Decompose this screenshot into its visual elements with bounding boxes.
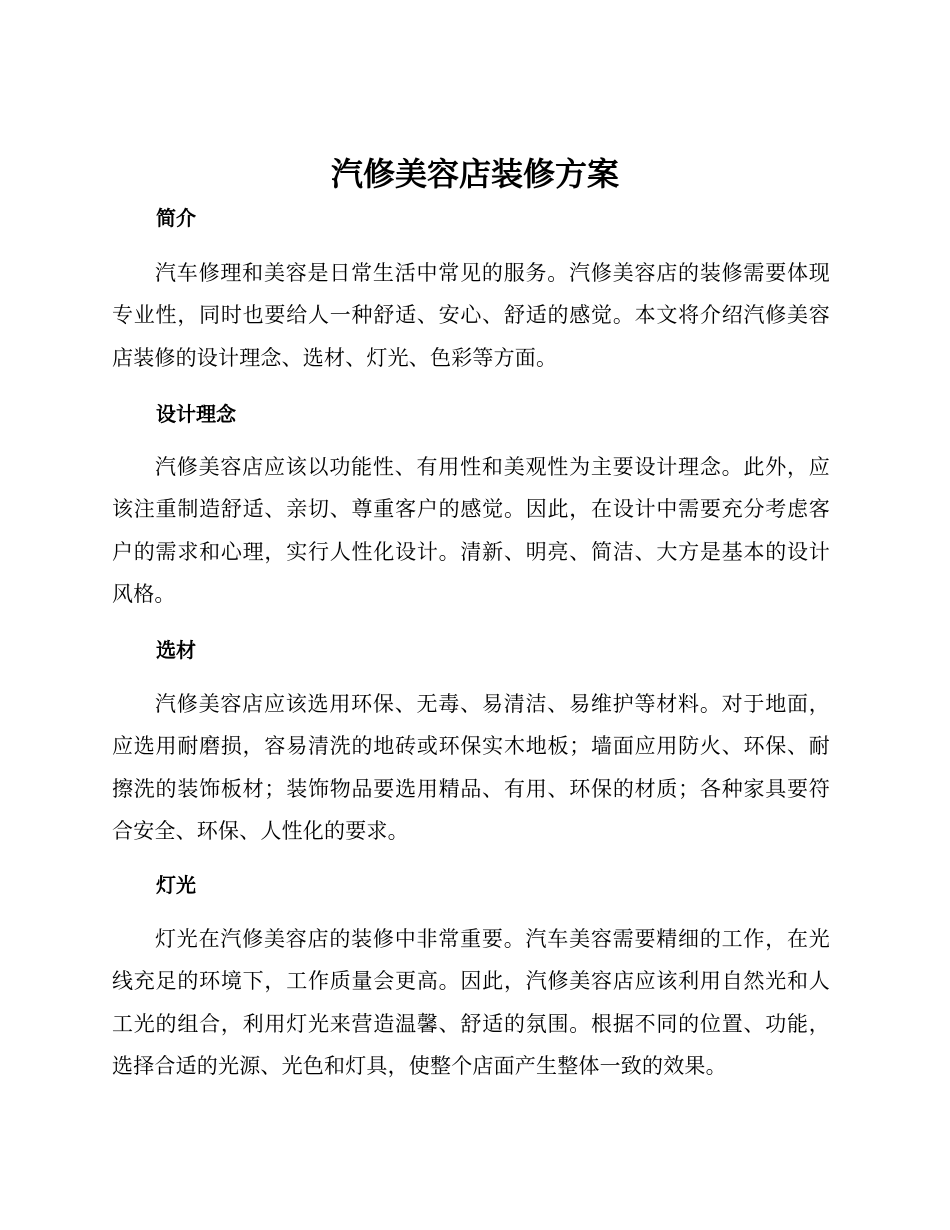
- section-body-lighting: 灯光在汽修美容店的装修中非常重要。汽车美容需要精细的工作，在光线充足的环境下，工作质量会更高。因此，汽修美容店应该利用自然光和人工光的组合，利用灯光来营造温馨、舒适的氛围。根据不同的位置、功能，选择合适的光源、光色和灯具，使整个店面产生整体一致的效果。: [112, 927, 830, 1079]
- section-body-materials: 汽修美容店应该选用环保、无毒、易清洁、易维护等材料。对于地面，应选用耐磨损，容易清洗的地砖或环保实木地板；墙面应用防火、环保、耐擦洗的装饰板材；装饰物品要选用精品、有用、环保的材质；各种家具要符合安全、环保、人性化的要求。: [112, 692, 830, 844]
- section-heading-materials: 选材: [156, 638, 196, 662]
- document-title: 汽修美容店装修方案: [330, 155, 619, 193]
- section-heading-intro: 简介: [156, 206, 196, 230]
- section-heading-design-concept: 设计理念: [156, 402, 236, 426]
- section-body-intro: 汽车修理和美容是日常生活中常见的服务。汽修美容店的装修需要体现专业性，同时也要给人一种舒适、安心、舒适的感觉。本文将介绍汽修美容店装修的设计理念、选材、灯光、色彩等方面。: [112, 261, 830, 370]
- section-body-design-concept: 汽修美容店应该以功能性、有用性和美观性为主要设计理念。此外，应该注重制造舒适、亲切、尊重客户的感觉。因此，在设计中需要充分考虑客户的需求和心理，实行人性化设计。清新、明亮、简洁、大方是基本的设计风格。: [112, 455, 830, 607]
- section-heading-lighting: 灯光: [156, 873, 196, 897]
